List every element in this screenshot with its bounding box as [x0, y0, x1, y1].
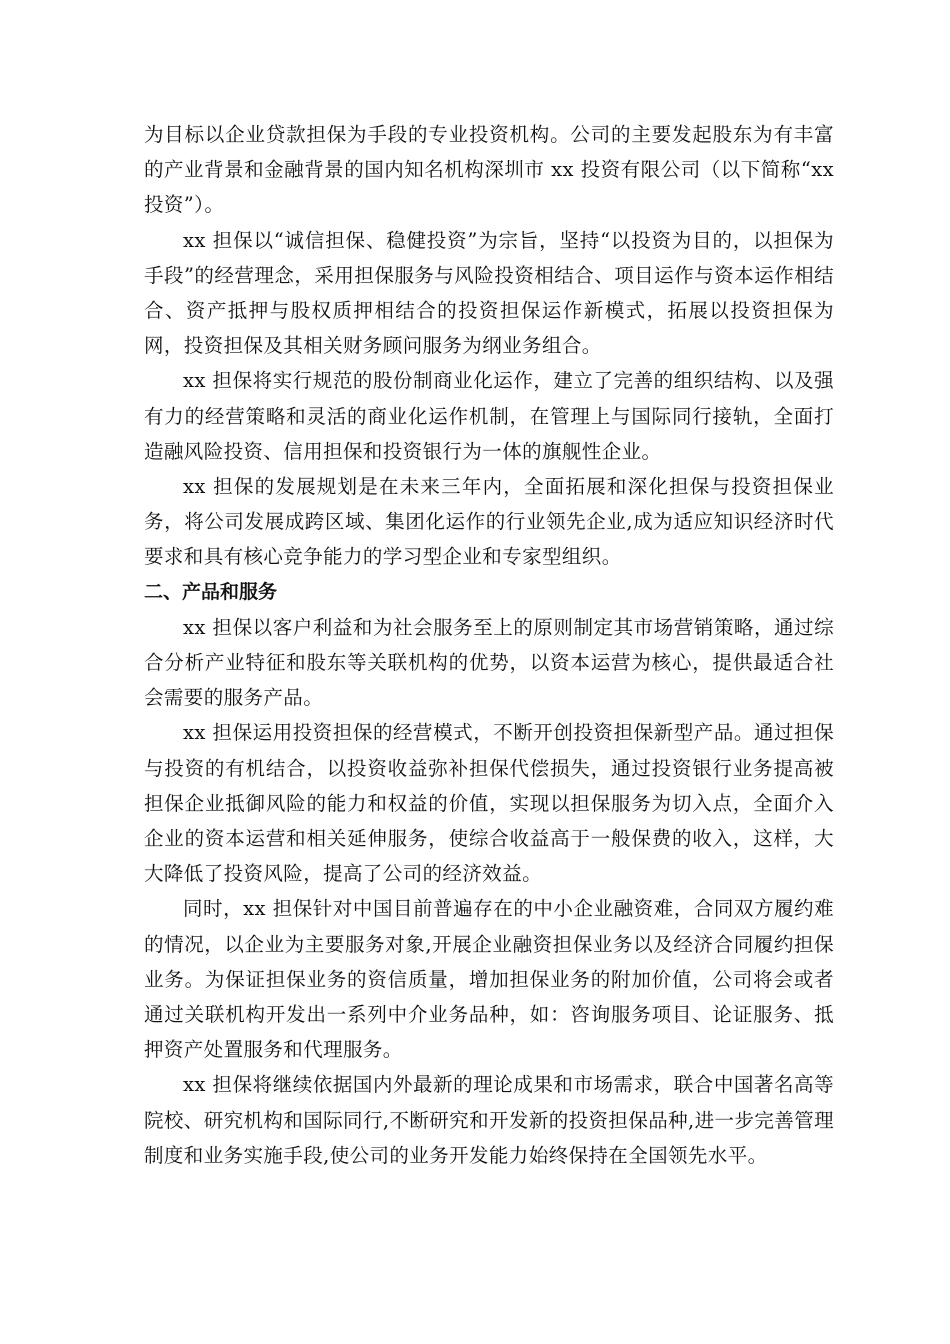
paragraph-sme-financing: 同时，xx 担保针对中国目前普遍存在的中小企业融资难，合同双方履约难的情况，以企业为主要服务对象,开展企业融资担保业务以及经济合同履约担保业务。为保证担保业务的资信质量，增加担保业务的附加价值，公司将会或者通过关联机构开发出一系列中介业务品种，如：咨询服务项目、论证服务、抵押资产处置服务和代理服务。	[144, 897, 834, 1062]
paragraph-continuation: 为目标以企业贷款担保为手段的专业投资机构。公司的主要发起股东为有丰富的产业背景和金融背景的国内知名机构深圳市 xx 投资有限公司（以下简称“xx 投资”）。	[144, 123, 834, 217]
paragraph-business-model: xx 担保运用投资担保的经营模式，不断开创投资担保新型产品。通过担保与投资的有机结合，以投资收益弥补担保代偿损失，通过投资银行业务提高被担保企业抵御风险的能力和权益的价值，实现以担保服务为切入点，全面介入企业的资本运营和相关延伸服务，使综合收益高于一般保费的收入，这样，大大降低了投资风险，提高了公司的经济效益。	[144, 721, 834, 886]
paragraph-future-research: xx 担保将继续依据国内外最新的理论成果和市场需求，联合中国著名高等院校、研究机构和国际同行,不断研究和开发新的投资担保品种,进一步完善管理制度和业务实施手段,使公司的业务开发能力始终保持在全国领先水平。	[144, 1073, 834, 1167]
paragraph-operation: xx 担保将实行规范的股份制商业化运作，建立了完善的组织结构、以及强有力的经营策略和灵活的商业化运作机制，在管理上与国际同行接轨，全面打造融风险投资、信用担保和投资银行为一体的旗舰性企业。	[144, 369, 834, 463]
paragraph-mission: xx 担保以“诚信担保、稳健投资”为宗旨，坚持“以投资为目的，以担保为手段”的经营理念，采用担保服务与风险投资相结合、项目运作与资本运作相结合、资产抵押与股权质押相结合的投资担保运作新模式，拓展以投资担保为网，投资担保及其相关财务顾问服务为纲业务组合。	[144, 228, 834, 358]
section-heading: 二、产品和服务	[144, 580, 278, 603]
paragraph-marketing-strategy: xx 担保以客户利益和为社会服务至上的原则制定其市场营销策略，通过综合分析产业特征和股东等关联机构的优势，以资本运营为核心，提供最适合社会需要的服务产品。	[144, 615, 834, 710]
paragraph-development-plan: xx 担保的发展规划是在未来三年内，全面拓展和深化担保与投资担保业务，将公司发展成跨区域、集团化运作的行业领先企业,成为适应知识经济时代要求和具有核心竞争能力的学习型企业和专家型组织。	[144, 475, 834, 569]
document-page	[144, 117, 834, 1173]
